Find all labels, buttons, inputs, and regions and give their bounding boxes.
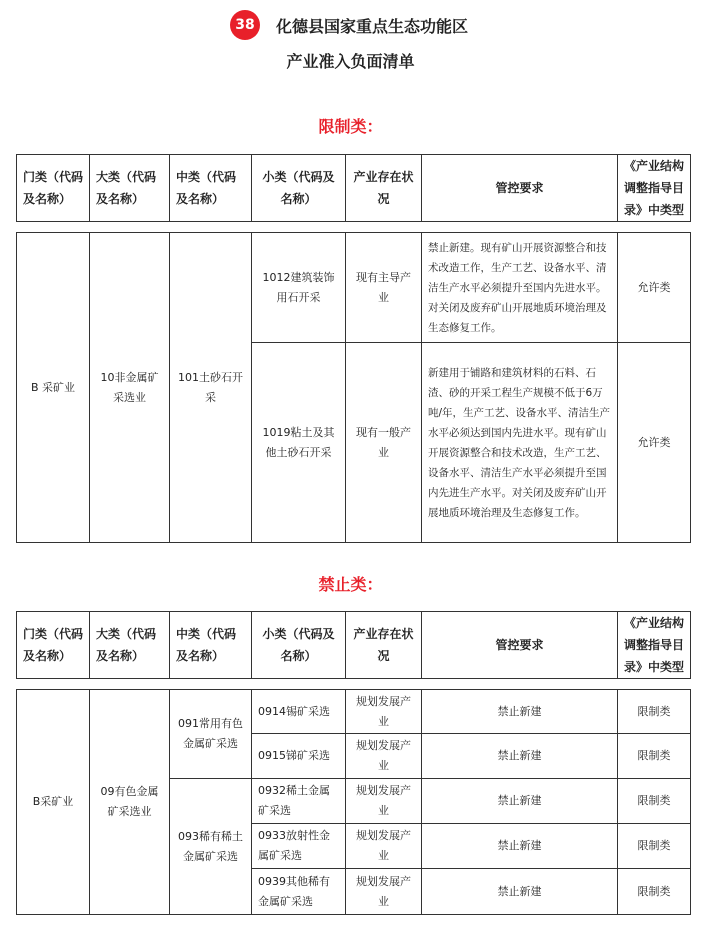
restricted-table bbox=[16, 154, 691, 543]
requirement-cell: 新建用于铺路和建筑材料的石料、石渣、砂的开采工程生产规模不低于6万吨/年，生产工艺、设备水平、清洁生产水平必须达到国内先进水平。现有矿山开展资源整合和技术改造，生产工艺、设备水平、清洁生产水平必须提升至国内先进生产水平。对关闭及废弃矿山开展地质环境治理及生态修复工作。 bbox=[422, 343, 618, 543]
requirement-cell: 禁止新建。现有矿山开展资源整合和技术改造工作，生产工艺、设备水平、清洁生产水平必须提升至国内先进水平。对关闭及废弃矿山开展地质环境治理及生态修复工作。 bbox=[422, 233, 618, 343]
col-header-medium: 中类（代码及名称） bbox=[170, 155, 252, 222]
minor-cell: 0932稀土金属矿采选 bbox=[252, 779, 346, 824]
status-cell: 现有主导产业 bbox=[346, 233, 422, 343]
table-row bbox=[17, 233, 691, 343]
col-header-status: 产业存在状况 bbox=[346, 612, 422, 679]
type-cell: 限制类 bbox=[618, 690, 691, 734]
prohibited-table bbox=[16, 611, 691, 915]
type-cell: 限制类 bbox=[618, 779, 691, 824]
minor-cell: 0939其他稀有金属矿采选 bbox=[252, 869, 346, 915]
col-header-requirement: 管控要求 bbox=[422, 155, 618, 222]
medium-cell: 101土砂石开采 bbox=[170, 233, 252, 543]
col-header-category: 门类（代码及名称） bbox=[17, 612, 90, 679]
page-title: 化德县国家重点生态功能区 bbox=[276, 17, 469, 36]
medium-cell: 093稀有稀土金属矿采选 bbox=[170, 779, 252, 915]
type-cell: 限制类 bbox=[618, 734, 691, 779]
table-header-row bbox=[17, 612, 691, 679]
col-header-minor: 小类（代码及名称） bbox=[252, 155, 346, 222]
col-header-category: 门类（代码及名称） bbox=[17, 155, 90, 222]
requirement-cell: 禁止新建 bbox=[422, 824, 618, 869]
col-header-status: 产业存在状况 bbox=[346, 155, 422, 222]
requirement-cell: 禁止新建 bbox=[422, 779, 618, 824]
minor-cell: 0933放射性金属矿采选 bbox=[252, 824, 346, 869]
type-cell: 允许类 bbox=[618, 233, 691, 343]
col-header-minor: 小类（代码及名称） bbox=[252, 612, 346, 679]
col-header-type: 《产业结构调整指导目录》中类型 bbox=[618, 155, 691, 222]
category-cell: B 采矿业 bbox=[17, 233, 90, 543]
col-header-major: 大类（代码及名称） bbox=[90, 155, 170, 222]
type-cell: 限制类 bbox=[618, 824, 691, 869]
restricted-heading: 限制类： bbox=[318, 117, 383, 136]
status-cell: 规划发展产业 bbox=[346, 779, 422, 824]
col-header-type: 《产业结构调整指导目录》中类型 bbox=[618, 612, 691, 679]
status-cell: 现有一般产业 bbox=[346, 343, 422, 543]
requirement-cell: 禁止新建 bbox=[422, 734, 618, 779]
status-cell: 规划发展产业 bbox=[346, 734, 422, 779]
minor-cell: 0915锑矿采选 bbox=[252, 734, 346, 779]
minor-cell: 0914锡矿采选 bbox=[252, 690, 346, 734]
col-header-major: 大类（代码及名称） bbox=[90, 612, 170, 679]
page-subtitle: 产业准入负面清单 bbox=[286, 52, 415, 71]
page-number-badge: 38 bbox=[230, 10, 260, 40]
table-header-row bbox=[17, 155, 691, 222]
title-row bbox=[0, 10, 701, 40]
prohibited-heading: 禁止类： bbox=[318, 575, 383, 594]
requirement-cell: 禁止新建 bbox=[422, 690, 618, 734]
status-cell: 规划发展产业 bbox=[346, 824, 422, 869]
status-cell: 规划发展产业 bbox=[346, 869, 422, 915]
requirement-cell: 禁止新建 bbox=[422, 869, 618, 915]
medium-cell: 091常用有色金属矿采选 bbox=[170, 690, 252, 779]
major-cell: 09有色金属矿采选业 bbox=[90, 690, 170, 915]
category-cell: B采矿业 bbox=[17, 690, 90, 915]
major-cell: 10非金属矿采选业 bbox=[90, 233, 170, 543]
col-header-medium: 中类（代码及名称） bbox=[170, 612, 252, 679]
type-cell: 限制类 bbox=[618, 869, 691, 915]
minor-cell: 1019粘土及其他土砂石开采 bbox=[252, 343, 346, 543]
status-cell: 规划发展产业 bbox=[346, 690, 422, 734]
minor-cell: 1012建筑装饰用石开采 bbox=[252, 233, 346, 343]
type-cell: 允许类 bbox=[618, 343, 691, 543]
col-header-requirement: 管控要求 bbox=[422, 612, 618, 679]
table-row bbox=[17, 690, 691, 734]
